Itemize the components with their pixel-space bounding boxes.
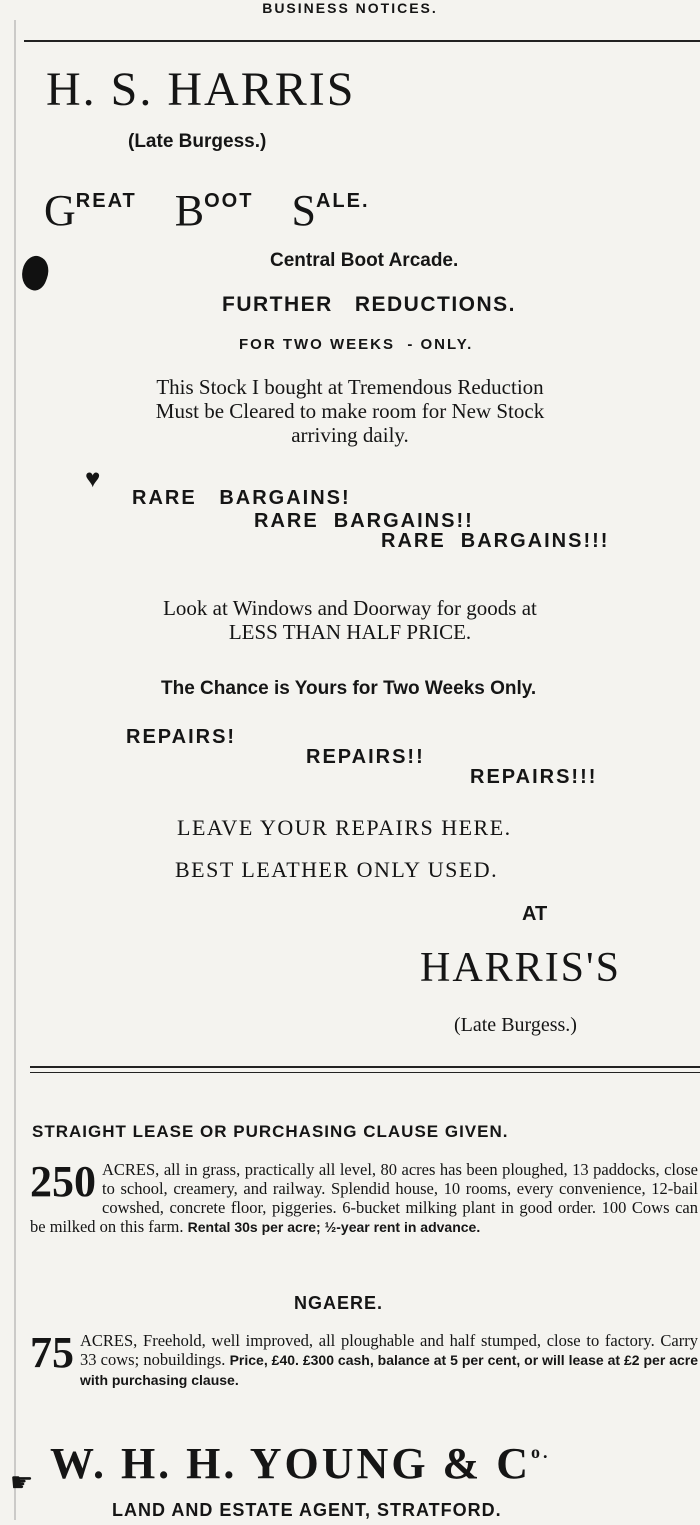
shop-name: HARRIS'S <box>420 945 621 991</box>
listing-250-acres: 250 ACRES, all in grass, practically all level, 80 acres has been ploughed, 13 paddocks, close to school, creamery, and railway. Splendid house, 10 rooms, every convenience, 12-bail cowshed, concrete floor, piggeries. 6-bucket milking plant in good order. 100 Cows can be milked on this farm. Rental 30s per acre; ½-year rent in advance. <box>30 1157 698 1236</box>
separator-rule-bottom <box>30 1072 700 1073</box>
chance-line: The Chance is Yours for Two Weeks Only. <box>161 678 537 699</box>
agent-name: W. H. H. YOUNG & $C^{o.}$ <box>50 1439 551 1488</box>
column-edge-rule <box>14 20 16 1520</box>
listing-number: 75 <box>30 1328 74 1377</box>
ink-blot <box>17 253 53 294</box>
further-reductions: FURTHER REDUCTIONS. <box>222 293 516 316</box>
pointing-hand-icon: ☛ <box>10 1468 34 1497</box>
listing-number: 250 <box>30 1157 96 1206</box>
windows-paragraph: Look at Windows and Doorway for goods at LESS THAN HALF PRICE. <box>163 596 537 644</box>
two-weeks-only: FOR TWO WEEKS - ONLY. <box>239 336 474 353</box>
advertiser-name: H. S. HARRIS <box>46 63 356 116</box>
listing-75-acres: 75 ACRES, Freehold, well improved, all ploughable and half stumped, close to factory. Carry 33 cows; nobuildings. Price, £40. £300 cash, balance at 5 per cent, or will lease at £2 per acre with purchasing clause. <box>30 1328 699 1388</box>
late-burgess-note: (Late Burgess.) <box>128 131 267 152</box>
agent-subtitle: LAND AND ESTATE AGENT, STRATFORD. <box>112 1500 502 1520</box>
repairs-1: REPAIRS! <box>126 726 237 748</box>
separator-rule-top <box>30 1066 700 1068</box>
section-header: BUSINESS NOTICES. <box>262 0 438 16</box>
late-burgess-footer: (Late Burgess.) <box>454 1014 577 1036</box>
bargains-line-3: RARE BARGAINS!!! <box>381 530 610 552</box>
repairs-3: REPAIRS!!! <box>470 766 598 788</box>
bargains-line-2: RARE BARGAINS!! <box>254 510 474 532</box>
arcade-line: Central Boot Arcade. <box>270 250 459 271</box>
at-word: AT <box>522 903 548 925</box>
lease-heading: STRAIGHT LEASE OR PURCHASING CLAUSE GIVEN. <box>32 1122 509 1141</box>
heart-ornament: ♥ <box>85 464 101 493</box>
leave-repairs-line: LEAVE YOUR REPAIRS HERE. <box>177 815 512 840</box>
stock-paragraph: This Stock I bought at Tremendous Reduction Must be Cleared to make room for New Stock arriving daily. <box>155 375 545 447</box>
header-rule <box>24 40 700 42</box>
bargains-line-1: RARE BARGAINS! <box>132 487 351 509</box>
repairs-2: REPAIRS!! <box>306 746 425 768</box>
best-leather-line: BEST LEATHER ONLY USED. <box>175 857 499 882</box>
place-heading: NGAERE. <box>294 1293 384 1313</box>
great-boot-sale-heading: GREAT BOOT SALE. <box>44 186 370 235</box>
